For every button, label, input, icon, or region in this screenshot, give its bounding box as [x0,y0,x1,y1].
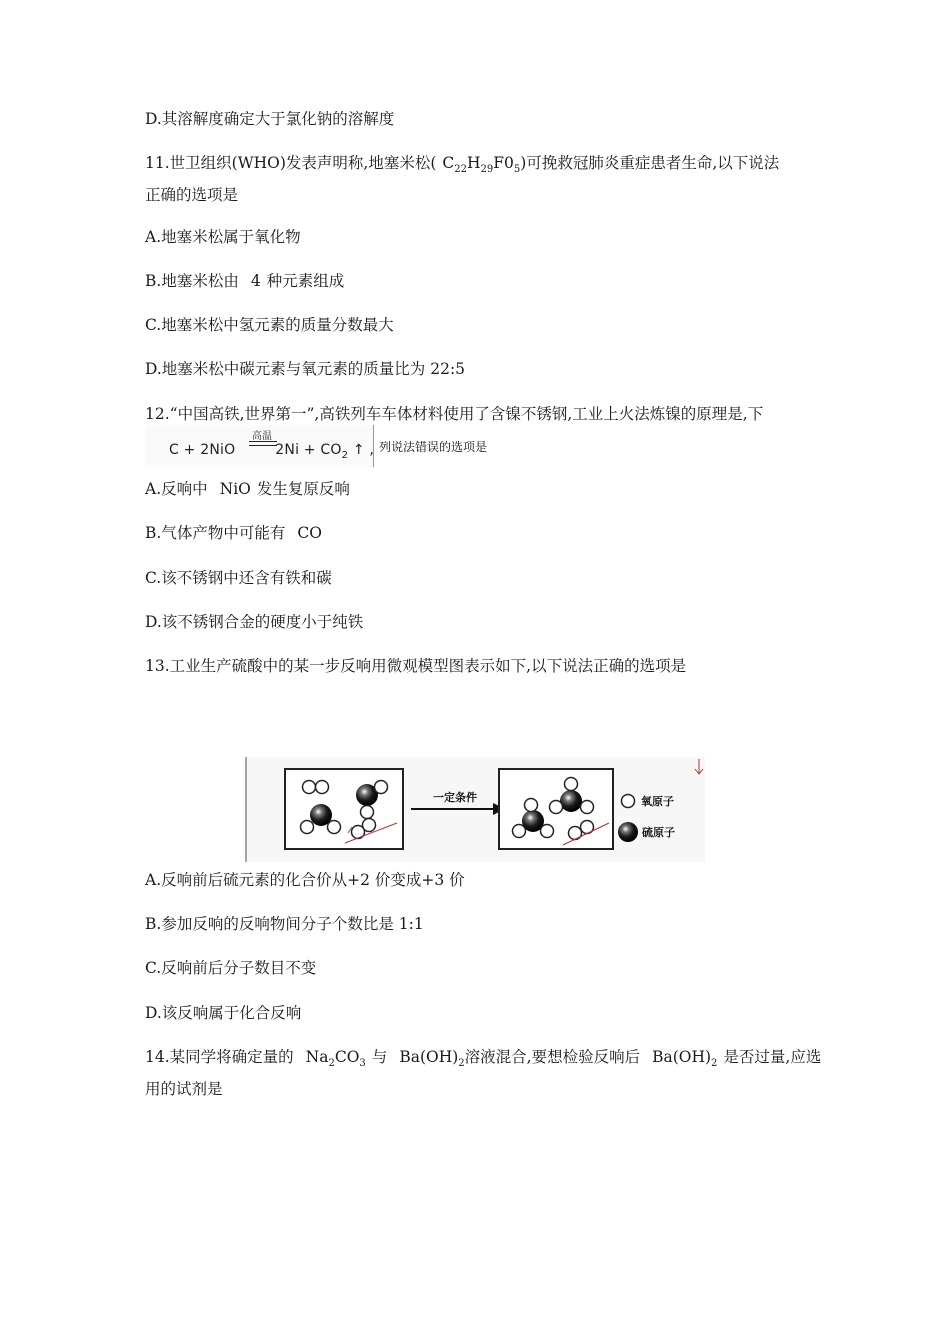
oxygen-atom [550,801,563,814]
formula-h-sub: 29 [480,164,494,175]
oxygen-atom [301,821,314,834]
oxygen-atom [316,781,329,794]
q11-option-b-post: 种元素组成 [266,272,345,290]
q12-stem-line2: 列说法错误的选项是 [379,440,488,454]
q12-option-a-pre: A.反响中 [145,480,208,498]
arrow-label: 一定条件 [433,791,477,804]
oxygen-atom [581,801,594,814]
q14-stem-mid1: 与 [371,1048,388,1066]
q14-stem-line1 [145,1047,821,1067]
q11-option-a: A.地塞米松属于氧化物 [145,228,301,246]
equation-tail: ↑ , [352,442,375,458]
oxygen-atom [541,825,554,838]
legend-oxygen-icon [622,795,635,808]
q13-option-d: D.该反响属于化合反响 [145,1004,302,1022]
q14-stem-mid2: 溶液混合,要想检验反响后 [464,1048,641,1066]
q14-co-sub: 3 [359,1058,366,1069]
q11-option-b [145,271,344,291]
legend-sulfur-icon [618,822,638,842]
q10-option-d: D.其溶解度确定大于氯化钠的溶解度 [145,110,395,128]
q12-option-b-pre: B.气体产物中可能有 [145,524,286,542]
oxygen-atom [328,821,341,834]
reactant-box [285,769,403,849]
q12-option-c: C.该不锈钢中还含有铁和碳 [145,569,332,587]
equation-condition: 高温 [252,431,272,442]
q11-option-b-pre: B.地塞米松由 [145,272,239,290]
oxygen-atom [303,781,316,794]
q11-stem-line1 [145,153,779,173]
q14-ba2: Ba(OH) [652,1048,712,1066]
formula-c: C [442,154,455,172]
q13-stem: 13.工业生产硫酸中的某一步反响用微观模型图表示如下,以下说法正确的选项是 [145,657,687,675]
equation-text [169,442,375,461]
oxygen-atom [565,778,578,791]
q11-stem-line2: 正确的选项是 [145,186,239,204]
q13-option-a: A.反响前后硫元素的化合价从+2 价变成+3 价 [145,871,465,889]
sulfur-atom [560,790,582,812]
q11-option-d: D.地塞米松中碳元素与氧元素的质量比为 22:5 [145,360,466,378]
oxygen-atom [525,799,538,812]
equation-image [145,425,374,467]
q14-ba2-sub: 2 [711,1058,718,1069]
formula-h: H [467,154,481,172]
molecular-model-diagram [245,757,705,862]
equation-right-sub: 2 [341,450,349,461]
q14-co: CO [334,1048,360,1066]
legend-sulfur-label: 硫原子 [642,826,675,839]
q11-stem-part2: )可挽救冠肺炎重症患者生命,以下说法 [520,154,780,172]
q12-stem-line1: 12.“中国高铁,世界第一”,高铁列车车体材料使用了含镍不锈钢,工业上火法炼镍的原理是,下 [145,405,764,423]
q12-option-b-formula: CO [297,524,322,542]
q14-stem-post: 是否过量,应选 [723,1048,822,1066]
q12-option-d: D.该不锈钢合金的硬度小于纯铁 [145,613,364,631]
formula-c-sub: 22 [454,164,467,175]
q14-na: Na [305,1048,329,1066]
oxygen-atom [375,781,388,794]
q13-option-b: B.参加反响的反响物间分子个数比是 1:1 [145,915,424,933]
q14-stem-line2: 用的试剂是 [145,1080,223,1098]
q14-ba1: Ba(OH) [399,1048,459,1066]
equation-right: 2Ni + CO [275,442,342,458]
formula-f-sub: 5 [513,164,521,175]
q13-option-c: C.反响前后分子数目不变 [145,959,317,977]
q12-option-a [145,479,350,499]
legend-oxygen-label: 氧原子 [641,795,674,808]
q14-na-sub: 2 [328,1058,335,1069]
diagram-svg [245,757,705,862]
q11-stem-part1: 11.世卫组织(WHO)发表声明称,地塞米松( [145,154,437,172]
formula-f: F0 [493,154,514,172]
oxygen-atom [363,819,376,832]
oxygen-atom [513,825,526,838]
oxygen-atom [361,806,374,819]
equation-left: C + 2NiO [169,442,236,458]
q14-stem-pre: 14.某同学将确定量的 [145,1048,294,1066]
q14-ba1-sub: 2 [458,1058,465,1069]
q11-option-b-num: 4 [250,272,261,290]
q11-option-c: C.地塞米松中氢元素的质量分数最大 [145,316,394,334]
q12-option-a-post: 发生复原反响 [256,480,350,498]
q12-option-a-formula: NiO [219,480,251,498]
q12-option-b [145,523,322,543]
